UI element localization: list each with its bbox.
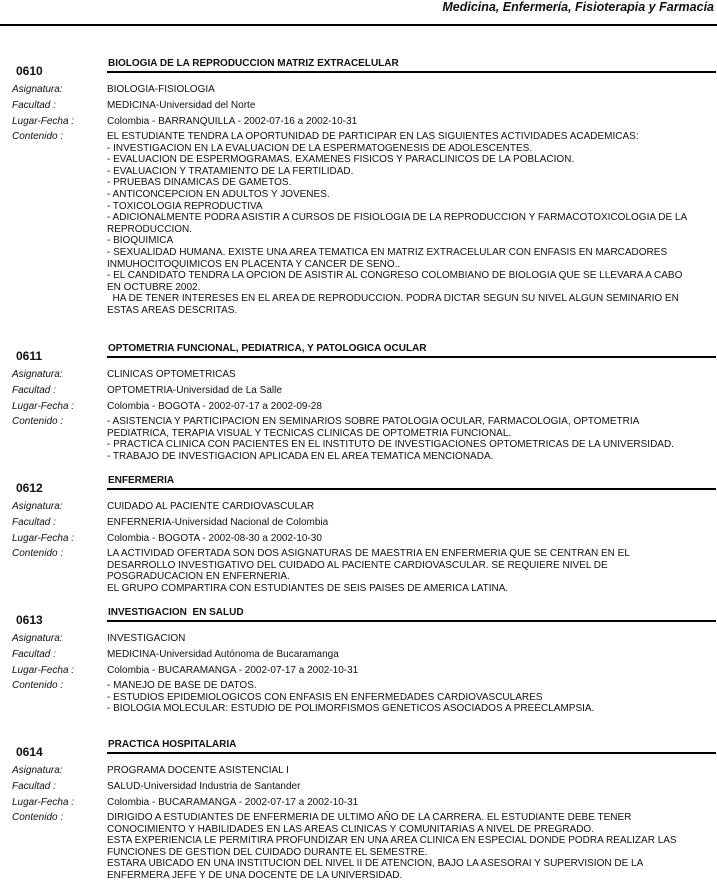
- contenido-line: CONOCIMIENTO Y HABILIDADES EN LAS AREAS CLINICAS Y COMUNITARIAS A NIVEL DE PREGRADO.: [107, 823, 594, 835]
- contenido-line: HA DE TENER INTERESES EN EL AREA DE REPRODUCCION. PODRA DICTAR SEGUN SU NIVEL ALGUN SEMINARIO EN: [107, 293, 679, 305]
- asignatura-label: Asignatura:: [12, 369, 63, 380]
- contenido-line: - SEXUALIDAD HUMANA. EXISTE UNA AREA TEMATICA EN MATRIZ EXTRACELULAR CON ENFASIS EN MARCADORES: [107, 246, 668, 258]
- contenido-line: - BIOLOGIA MOLECULAR: ESTUDIO DE POLIMORFISMOS GENETICOS ASOCIADOS A PREECLAMPSIA.: [107, 703, 595, 715]
- asignatura-label: Asignatura:: [12, 633, 63, 644]
- asignatura-label: Asignatura:: [12, 765, 63, 776]
- contenido-line: ESTAS AREAS DESCRITAS.: [107, 304, 238, 316]
- facultad-label: Facultad :: [12, 517, 56, 528]
- lugar-fecha-value: Colombia - BUCARAMANGA - 2002-07-17 a 2002-10-31: [107, 797, 359, 808]
- contenido-line: - ASISTENCIA Y PARTICIPACION EN SEMINARIOS SOBRE PATOLOGIA OCULAR, FARMACOLOGIA, OPTOMETRIA: [107, 416, 640, 427]
- course-title: BIOLOGIA DE LA REPRODUCCION MATRIZ EXTRACELULAR: [108, 58, 399, 69]
- lugar-fecha-label: Lugar-Fecha :: [12, 533, 75, 544]
- contenido-line: - PRUEBAS DINAMICAS DE GAMETOS.: [107, 177, 292, 189]
- asignatura-value: PROGRAMA DOCENTE ASISTENCIAL I: [107, 765, 289, 776]
- course-code: 0612: [16, 481, 43, 495]
- asignatura-value: BIOLOGIA-FISIOLOGIA: [107, 84, 215, 95]
- page-header: [0, 0, 717, 26]
- contenido-text: [107, 131, 712, 317]
- contenido-label: Contenido :: [12, 131, 64, 142]
- facultad-value: MEDICINA-Universidad Autónoma de Bucaramanga: [107, 649, 339, 660]
- contenido-line: - INVESTIGACION EN LA EVALUACION DE LA ESPERMATOGENESIS DE ADOLESCENTES.: [107, 142, 533, 154]
- contenido-text: [107, 416, 712, 462]
- title-divider: [107, 488, 716, 490]
- contenido-line: DIRIGIDO A ESTUDIANTES DE ENFERMERIA DE ULTIMO AÑO DE LA CARRERA. EL ESTUDIANTE DEBE TENER: [107, 812, 632, 823]
- contenido-label: Contenido :: [12, 416, 64, 427]
- contenido-line: - PRACTICA CLINICA CON PACIENTES EN EL INSTITUTO DE INVESTIGACIONES OPTOMETRICAS DE LA UNIVERSIDAD.: [107, 439, 674, 451]
- contenido-line: - EL CANDIDATO TENDRA LA OPCION DE ASISTIR AL CONGRESO COLOMBIANO DE BIOLOGIA QUE SE LLEVARA A CABO: [107, 270, 683, 282]
- contenido-line: PEDIATRICA, TERAPIA VISUAL Y TECNICAS CLINICAS DE OPTOMETRIA FUNCIONAL.: [107, 427, 512, 439]
- facultad-value: SALUD-Universidad Industria de Santander: [107, 781, 301, 792]
- contenido-line: - BIOQUIMICA: [107, 235, 174, 247]
- course-code: 0610: [16, 64, 43, 78]
- contenido-line: INMUHOCITOQUIMICOS EN PLACENTA Y CANCER DE SENO..: [107, 258, 401, 270]
- course-title: INVESTIGACION EN SALUD: [108, 607, 244, 618]
- lugar-fecha-value: Colombia - BARRANQUILLA - 2002-07-16 a 2002-10-31: [107, 116, 358, 127]
- lugar-fecha-value: Colombia - BOGOTA - 2002-07-17 a 2002-09-28: [107, 401, 322, 412]
- contenido-line: - ESTUDIOS EPIDEMIOLOGICOS CON ENFASIS EN ENFERMEDADES CARDIOVASCULARES: [107, 691, 543, 703]
- facultad-value: ENFERNERIA-Universidad Nacional de Colombia: [107, 517, 329, 528]
- facultad-value: MEDICINA-Universidad del Norte: [107, 100, 256, 111]
- facultad-value: OPTOMETRIA-Universidad de La Salle: [107, 385, 282, 396]
- title-divider: [107, 71, 716, 73]
- title-divider: [107, 620, 716, 622]
- contenido-line: ESTA EXPERIENCIA LE PERMITIRA PROFUNDIZAR EN UNA AREA CLINICA EN ESPECIAL DONDE PODRA REALIZAR LAS: [107, 835, 677, 847]
- contenido-text: [107, 680, 712, 715]
- contenido-line: - MANEJO DE BASE DE DATOS.: [107, 680, 257, 691]
- contenido-line: FUNCIONES DE GESTION DEL CUIDADO DURANTE EL SEMESTRE.: [107, 846, 428, 858]
- facultad-label: Facultad :: [12, 649, 56, 660]
- asignatura-value: CLINICAS OPTOMETRICAS: [107, 369, 236, 380]
- asignatura-label: Asignatura:: [12, 501, 63, 512]
- course-title: ENFERMERIA: [108, 475, 175, 486]
- contenido-line: LA ACTIVIDAD OFERTADA SON DOS ASIGNATURAS DE MAESTRIA EN ENFERMERIA QUE SE CENTRAN EN EL: [107, 548, 630, 559]
- contenido-line: EL GRUPO COMPARTIRA CON ESTUDIANTES DE SEIS PAISES DE AMERICA LATINA.: [107, 582, 509, 594]
- contenido-line: EN OCTUBRE 2002.: [107, 281, 201, 293]
- contenido-text: [107, 548, 712, 594]
- contenido-line: REPRODUCCION.: [107, 223, 193, 235]
- asignatura-label: Asignatura:: [12, 84, 63, 95]
- title-divider: [107, 752, 716, 754]
- contenido-line: ESTARA UBICADO EN UNA INSTITUCION DEL NIVEL II DE ATENCION, BAJO LA ASESORAI Y SUPERVISION DE LA: [107, 858, 644, 870]
- lugar-fecha-label: Lugar-Fecha :: [12, 116, 75, 127]
- contenido-label: Contenido :: [12, 548, 64, 559]
- contenido-line: ENFERMERA JEFE Y DE UNA DOCENTE DE LA UNIVERSIDAD.: [107, 869, 403, 881]
- course-title: OPTOMETRIA FUNCIONAL, PEDIATRICA, Y PATOLOGICA OCULAR: [108, 343, 427, 354]
- lugar-fecha-label: Lugar-Fecha :: [12, 665, 75, 676]
- contenido-label: Contenido :: [12, 680, 64, 691]
- asignatura-value: CUIDADO AL PACIENTE CARDIOVASCULAR: [107, 501, 315, 512]
- lugar-fecha-value: Colombia - BUCARAMANGA - 2002-07-17 a 2002-10-31: [107, 665, 359, 676]
- contenido-line: POSGRADUCACION EN ENFERNERIA.: [107, 571, 290, 583]
- facultad-label: Facultad :: [12, 100, 56, 111]
- contenido-line: - TRABAJO DE INVESTIGACION APLICADA EN EL AREA TEMATICA MENCIONADA.: [107, 450, 494, 462]
- contenido-line: - EVALUACION DE ESPERMOGRAMAS. EXAMENES FISICOS Y PARACLINICOS DE LA POBLACION.: [107, 154, 575, 166]
- contenido-line: - ADICIONALMENTE PODRA ASISTIR A CURSOS DE FISIOLOGIA DE LA REPRODUCCION Y FARMACOTOXICOLOGIA DE LA: [107, 212, 688, 224]
- lugar-fecha-value: Colombia - BOGOTA - 2002-08-30 a 2002-10-30: [107, 533, 322, 544]
- course-code: 0614: [16, 745, 43, 759]
- contenido-line: - EVALUACION Y TRATAMIENTO DE LA FERTILIDAD.: [107, 165, 354, 177]
- course-code: 0611: [16, 349, 43, 363]
- section-title: Medicina, Enfermería, Fisioterapia y Farmacia: [442, 0, 714, 14]
- contenido-text: [107, 812, 712, 882]
- contenido-line: EL ESTUDIANTE TENDRA LA OPORTUNIDAD DE PARTICIPAR EN LAS SIGUIENTES ACTIVIDADES ACADEMICAS:: [107, 131, 639, 142]
- facultad-label: Facultad :: [12, 781, 56, 792]
- facultad-label: Facultad :: [12, 385, 56, 396]
- asignatura-value: INVESTIGACION: [107, 633, 186, 644]
- lugar-fecha-label: Lugar-Fecha :: [12, 401, 75, 412]
- lugar-fecha-label: Lugar-Fecha :: [12, 797, 75, 808]
- contenido-line: DESARROLLO INVESTIGATIVO DEL CUIDADO AL PACIENTE CARDIOVASCULAR. SE REQUIERE NIVEL DE: [107, 559, 608, 571]
- title-divider: [107, 356, 716, 358]
- course-title: PRACTICA HOSPITALARIA: [108, 739, 237, 750]
- contenido-label: Contenido :: [12, 812, 64, 823]
- contenido-line: - ANTICONCEPCION EN ADULTOS Y JOVENES.: [107, 188, 330, 200]
- course-code: 0613: [16, 613, 43, 627]
- contenido-line: - TOXICOLOGIA REPRODUCTIVA: [107, 200, 263, 212]
